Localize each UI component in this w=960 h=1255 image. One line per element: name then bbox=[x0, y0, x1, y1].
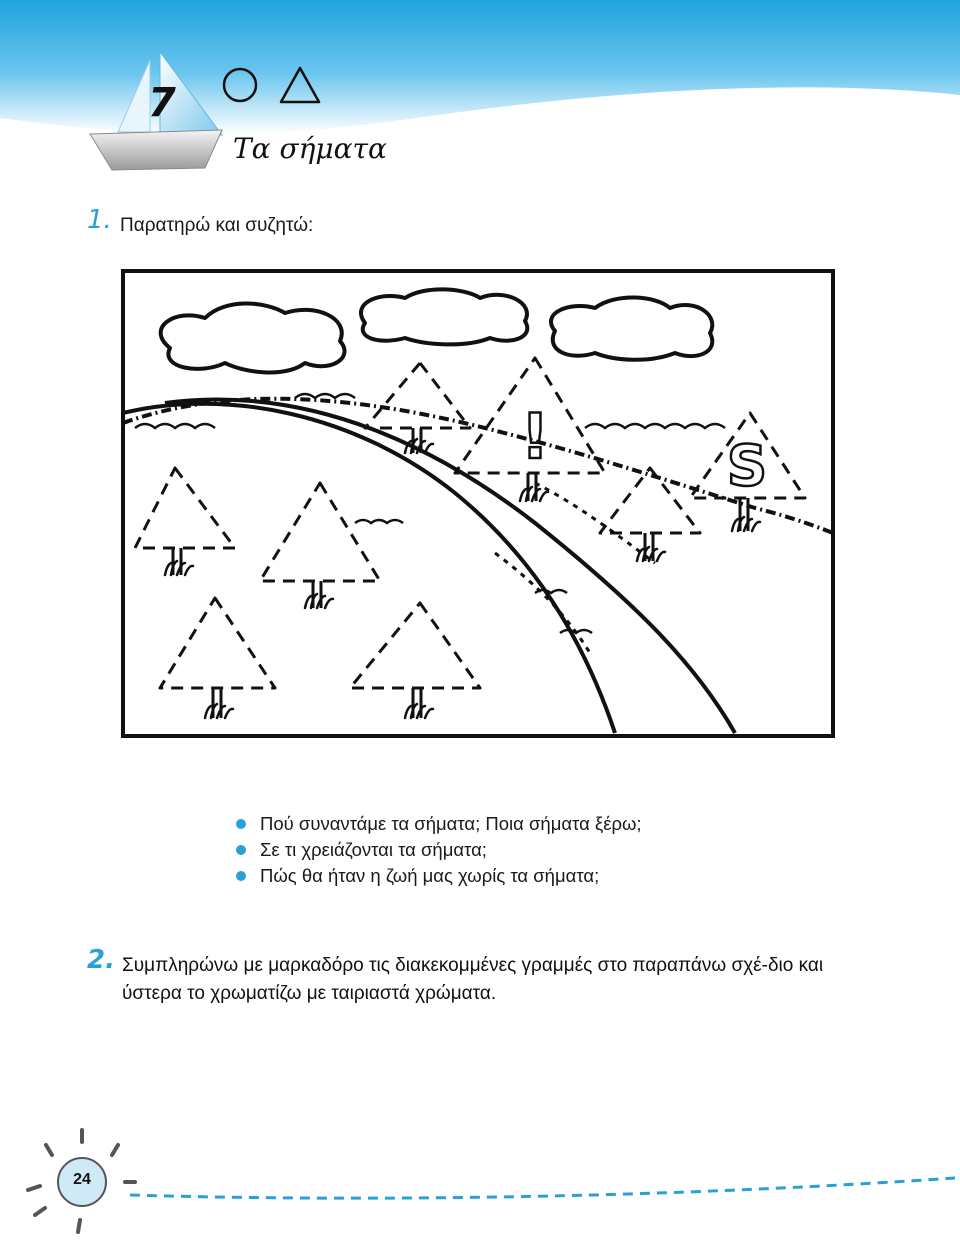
curve-sign-symbol: S bbox=[726, 434, 768, 499]
bullet-icon bbox=[236, 819, 246, 829]
header-band bbox=[0, 0, 960, 200]
question-item: Σε τι χρειάζονται τα σήματα; bbox=[236, 837, 642, 863]
cloud-icon bbox=[161, 289, 713, 372]
exercise-1-label: Παρατηρώ και συζητώ: bbox=[120, 215, 314, 236]
discussion-questions bbox=[236, 811, 642, 889]
question-item: Πού συναντάμε τα σήματα; Ποια σήματα ξέρω; bbox=[236, 811, 642, 837]
road-signs-illustration bbox=[115, 263, 840, 743]
footer-decoration bbox=[0, 1120, 960, 1250]
question-item: Πώς θα ήταν η ζωή μας χωρίς τα σήματα; bbox=[236, 863, 642, 889]
bullet-icon bbox=[236, 871, 246, 881]
page-number: 24 bbox=[73, 1171, 91, 1188]
exercise-1-number: 1. bbox=[87, 205, 112, 235]
exercise-2-text: Συμπληρώνω με μαρκαδόρο τις διακεκομμένες γραμμές στο παραπάνω σχέ-διο και ύστερα το χρωματίζω με ταιριαστά χρώματα. bbox=[122, 955, 824, 1004]
triangle-sign bbox=[135, 358, 805, 688]
exclamation-sign-symbol: ! bbox=[520, 400, 550, 473]
bullet-icon bbox=[236, 845, 246, 855]
exercise-2-number: 2. bbox=[87, 945, 115, 975]
lesson-title: Τα σήματα bbox=[233, 132, 387, 165]
lesson-number: 7 bbox=[148, 80, 176, 126]
